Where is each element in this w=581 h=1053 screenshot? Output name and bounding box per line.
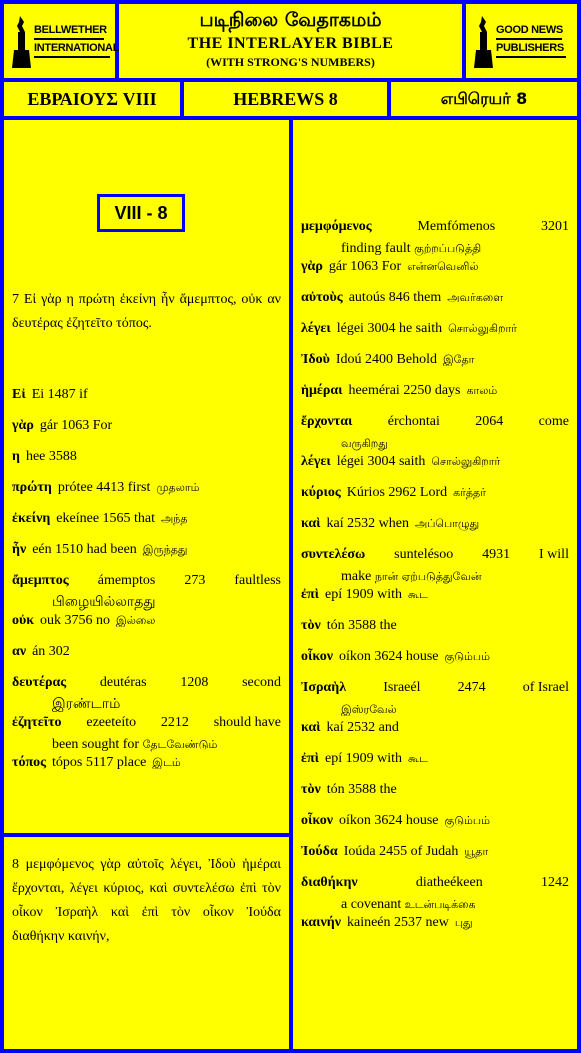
transliteration: ezeeteíto	[86, 715, 137, 730]
greek-word: πρώτη	[12, 480, 52, 495]
tamil-gloss: தேடவேண்டும்	[142, 738, 218, 751]
greek-word: ἐπὶ	[301, 751, 319, 766]
word-entry-line	[12, 539, 281, 561]
word-details: Ioúda 2455 of Judah	[343, 844, 459, 859]
word-entry-line	[12, 477, 281, 499]
word-entry	[301, 584, 569, 606]
greek-word: λέγει	[301, 454, 331, 469]
transliteration: Israeél	[383, 680, 421, 695]
greek-word: Ἰσραὴλ	[301, 680, 347, 695]
torch-hand-icon	[472, 12, 494, 70]
greek-word: μεμφόμενος	[301, 219, 372, 234]
good-news-logo-panel	[466, 4, 577, 78]
strongs-number: 3201	[541, 219, 569, 234]
word-entry	[301, 544, 569, 588]
word-details: ouk 3756 no	[40, 613, 111, 628]
word-entry-line	[301, 872, 569, 894]
word-entry	[12, 539, 281, 561]
tamil-gloss: இடம்	[152, 756, 181, 769]
word-entry-line	[301, 912, 569, 934]
word-entry	[12, 672, 281, 716]
word-entry	[301, 256, 569, 278]
greek-word: τόπος	[12, 755, 47, 770]
tamil-gloss: காலம்	[466, 384, 498, 397]
word-details: án 302	[32, 644, 70, 659]
verse-8-text: 8 μεμφόμενος γὰρ αὐτοῖς λέγει, Ἰδοὺ ἡμέραι ἔρχονται, λέγει κύριος, καὶ συντελέσω ἐπὶ τὸν οἶκον Ἰσραὴλ καὶ ἐπὶ τὸν οἶκον Ἰούδα διαθήκην καινήν,	[12, 857, 281, 944]
page-subtitle: (WITH STRONG'S NUMBERS)	[206, 55, 375, 69]
word-entry	[301, 841, 569, 863]
transliteration: ámemptos	[97, 573, 156, 588]
greek-word: τὸν	[301, 782, 321, 797]
word-entry-line	[301, 717, 569, 739]
greek-word: ἔρχονται	[301, 414, 353, 429]
word-details: Ei 1487 if	[31, 387, 88, 402]
word-details: kaineén 2537 new	[346, 915, 449, 930]
word-details: légei 3004 he saith	[336, 321, 443, 336]
book-english-label: HEBREWS 8	[233, 89, 338, 109]
greek-word: η	[12, 449, 20, 464]
word-details: Idoú 2400 Behold	[335, 352, 437, 367]
word-details: heemérai 2250 days	[348, 383, 461, 398]
english-gloss: I will	[539, 547, 569, 562]
greek-word: γὰρ	[12, 418, 34, 433]
tamil-gloss: குடும்பம்	[444, 814, 490, 827]
word-entry-line	[301, 411, 569, 433]
word-entry	[301, 912, 569, 934]
strongs-number: 273	[184, 573, 206, 588]
tamil-gloss: அவர்களை	[447, 291, 504, 304]
word-entry-line	[301, 513, 569, 535]
greek-word: αὐτοὺς	[301, 290, 343, 305]
tamil-gloss: இஸ்ரவேல்	[341, 703, 397, 716]
greek-word: Εἰ	[12, 387, 26, 402]
tamil-gloss: இதோ	[442, 353, 475, 366]
bellwether-logo	[10, 12, 120, 70]
english-gloss-cont: been sought for	[52, 737, 143, 752]
transliteration: Memfómenos	[417, 219, 496, 234]
word-details: hee 3588	[25, 449, 77, 464]
greek-word: οἶκον	[301, 813, 333, 828]
page-title: THE INTERLAYER BIBLE	[187, 35, 394, 52]
word-entry	[301, 318, 569, 340]
word-entry	[301, 646, 569, 668]
greek-word: ἦν	[12, 542, 27, 557]
greek-word: ἄμεμπτος	[12, 573, 69, 588]
english-gloss-cont: finding fault	[341, 241, 415, 256]
logo-underline	[496, 38, 562, 40]
greek-word: δευτέρας	[12, 675, 67, 690]
word-entry	[12, 610, 281, 632]
greek-word: ἐπὶ	[301, 587, 319, 602]
greek-word: γὰρ	[301, 259, 323, 274]
transliteration: érchontai	[387, 414, 440, 429]
logo-line-1: BELLWETHER	[34, 24, 107, 36]
word-entry	[12, 570, 281, 614]
word-entry	[12, 446, 281, 468]
word-details: légei 3004 saith	[336, 454, 426, 469]
english-gloss: second	[242, 675, 281, 690]
tamil-gloss: இல்லை	[116, 614, 156, 627]
word-details: ekeínee 1565 that	[56, 511, 156, 526]
word-entry-line	[301, 380, 569, 402]
transliteration: suntelésoo	[394, 547, 454, 562]
word-entry	[301, 411, 569, 455]
tamil-gloss: குடும்பம்	[444, 650, 490, 663]
english-gloss-cont: பிழையில்லாதது	[52, 595, 156, 610]
word-entry-line	[301, 349, 569, 371]
verse-7-text: 7 Εἰ γὰρ η πρώτη ἐκείνη ἦν ἄμεμπτος, οὐκ αν δευτέρας ἐζητεῖτο τόπος.	[12, 292, 281, 331]
strongs-number: 1208	[180, 675, 209, 690]
word-entry-line	[12, 672, 281, 694]
greek-word: τὸν	[301, 618, 321, 633]
tamil-gloss: யூதா	[464, 845, 489, 858]
tamil-gloss: சொல்லுகிறார்	[431, 455, 501, 468]
tamil-gloss: கர்த்தர்	[453, 486, 486, 499]
word-details: kaí 2532 and	[326, 720, 399, 735]
tamil-gloss: வருகிறது	[341, 437, 388, 450]
logo-underline	[34, 56, 110, 58]
english-gloss-cont: இரண்டாம்	[52, 697, 121, 712]
english-gloss-cont: a covenant	[341, 897, 405, 912]
greek-word: οὐκ	[12, 613, 35, 628]
tamil-gloss: அப்பொழுது	[414, 517, 480, 530]
tamil-gloss: குற்றப்படுத்தி	[414, 242, 482, 255]
greek-word: καὶ	[301, 720, 321, 735]
word-details: gár 1063 For	[39, 418, 113, 433]
strongs-number: 2474	[457, 680, 486, 695]
word-entry	[12, 415, 281, 437]
transliteration: diatheékeen	[415, 875, 483, 890]
word-entry	[12, 752, 281, 774]
word-details: Kúrios 2962 Lord	[346, 485, 448, 500]
greek-word: Ἰούδα	[301, 844, 338, 859]
book-greek-panel	[4, 82, 180, 116]
word-details: tón 3588 the	[326, 782, 397, 797]
bellwether-logo-panel	[4, 4, 120, 78]
torch-hand-icon	[10, 12, 32, 70]
book-greek-label: ΕΒΡΑΙΟΥΣ VIII	[27, 89, 157, 109]
tamil-gloss: நான் ஏற்படுத்துவேன்	[374, 570, 482, 583]
word-entry-line	[301, 615, 569, 637]
word-entry-line	[301, 677, 569, 699]
english-gloss: of Israel	[522, 680, 569, 695]
word-entry	[301, 872, 569, 916]
word-details: tón 3588 the	[326, 618, 397, 633]
word-entry-line	[12, 610, 281, 632]
word-entry-line	[12, 641, 281, 663]
greek-word: ἐκείνη	[12, 511, 51, 526]
logo-line-1: GOOD NEWS	[496, 24, 563, 36]
word-entry	[12, 477, 281, 499]
strongs-number: 2212	[160, 715, 189, 730]
word-entry-line	[301, 216, 569, 238]
word-entry	[301, 717, 569, 739]
verse-8-panel	[4, 837, 289, 1049]
word-entry-line	[301, 646, 569, 668]
greek-word: Ἰδοὺ	[301, 352, 330, 367]
word-entry	[301, 810, 569, 832]
english-gloss: come	[538, 414, 569, 429]
word-entry	[12, 508, 281, 530]
word-entry-line	[12, 415, 281, 437]
word-entry-line	[12, 570, 281, 592]
english-gloss-cont: make	[341, 569, 375, 584]
book-tamil-panel	[391, 82, 577, 116]
word-entry	[301, 677, 569, 721]
tamil-gloss: அந்த	[161, 512, 188, 525]
word-entry	[301, 287, 569, 309]
tamil-gloss: முதலாம்	[156, 481, 200, 494]
logo-underline	[34, 38, 104, 40]
greek-word: λέγει	[301, 321, 331, 336]
word-entry-line	[301, 810, 569, 832]
word-details: oíkon 3624 house	[338, 813, 439, 828]
word-entry	[301, 779, 569, 801]
word-entry	[301, 380, 569, 402]
word-details: epí 1909 with	[325, 587, 402, 602]
word-entry	[301, 615, 569, 637]
tamil-gloss: உடன்படிக்கை	[404, 898, 476, 911]
tamil-gloss: கூட	[408, 752, 428, 765]
word-entry	[301, 349, 569, 371]
word-entry	[301, 216, 569, 260]
good-news-logo	[472, 12, 572, 70]
word-details: prótee 4413 first	[57, 480, 151, 495]
word-entry-line	[301, 779, 569, 801]
book-english-panel	[184, 82, 387, 116]
word-entry-line	[12, 752, 281, 774]
strongs-number: 2064	[475, 414, 504, 429]
tamil-gloss: இருந்தது	[142, 543, 188, 556]
word-entry-line	[301, 451, 569, 473]
greek-word: διαθήκην	[301, 875, 358, 890]
word-details: gár 1063 For	[328, 259, 402, 274]
greek-word: κύριος	[301, 485, 341, 500]
logo-line-2: INTERNATIONAL	[34, 42, 120, 54]
word-entry	[12, 384, 281, 406]
word-entry	[301, 748, 569, 770]
word-entry	[301, 482, 569, 504]
tamil-gloss: சொல்லுகிறார்	[448, 322, 517, 335]
word-entry-line	[301, 318, 569, 340]
word-details: tópos 5117 place	[52, 755, 147, 770]
word-details: eén 1510 had been	[32, 542, 137, 557]
transliteration: deutéras	[99, 675, 147, 690]
word-entry-line	[12, 508, 281, 530]
greek-word: αν	[12, 644, 27, 659]
word-entry-line	[12, 446, 281, 468]
strongs-number: 1242	[540, 875, 569, 890]
word-entry-line	[301, 841, 569, 863]
logo-line-2: PUBLISHERS	[496, 42, 564, 54]
tamil-title: படிநிலை வேதாகமம்	[199, 9, 382, 31]
tamil-gloss: கூட	[408, 588, 428, 601]
word-details: autoús 846 them	[348, 290, 442, 305]
tamil-gloss: புது	[454, 916, 473, 929]
word-entry-line	[301, 748, 569, 770]
greek-word: καινήν	[301, 915, 341, 930]
greek-word: ἐζητεῖτο	[12, 715, 62, 730]
word-entry-line	[12, 384, 281, 406]
verse-8-words-panel	[293, 120, 577, 1049]
word-entry-line	[301, 544, 569, 566]
verse-7-panel	[4, 120, 289, 833]
english-gloss: should have	[213, 715, 281, 730]
strongs-number: 4931	[482, 547, 511, 562]
greek-word: συντελέσω	[301, 547, 366, 562]
chapter-verse-label: VIII - 8	[97, 194, 185, 232]
logo-underline	[496, 56, 566, 58]
tamil-gloss: என்னவெனில்	[407, 260, 479, 273]
word-details: kaí 2532 when	[326, 516, 409, 531]
english-gloss: faultless	[234, 573, 281, 588]
word-entry-line	[301, 287, 569, 309]
word-entry	[301, 451, 569, 473]
word-entry-line	[301, 482, 569, 504]
word-entry	[301, 513, 569, 535]
word-entry	[12, 641, 281, 663]
word-details: epí 1909 with	[325, 751, 402, 766]
word-entry-line	[301, 584, 569, 606]
title-panel	[119, 4, 462, 78]
greek-word: καὶ	[301, 516, 321, 531]
greek-word: οἶκον	[301, 649, 333, 664]
word-details: oíkon 3624 house	[338, 649, 439, 664]
greek-word: ἡμέραι	[301, 383, 343, 398]
word-entry-line	[301, 256, 569, 278]
word-entry-line	[12, 712, 281, 734]
word-entry	[12, 712, 281, 756]
book-tamil-label: எபிரெயர் 8	[440, 89, 528, 108]
